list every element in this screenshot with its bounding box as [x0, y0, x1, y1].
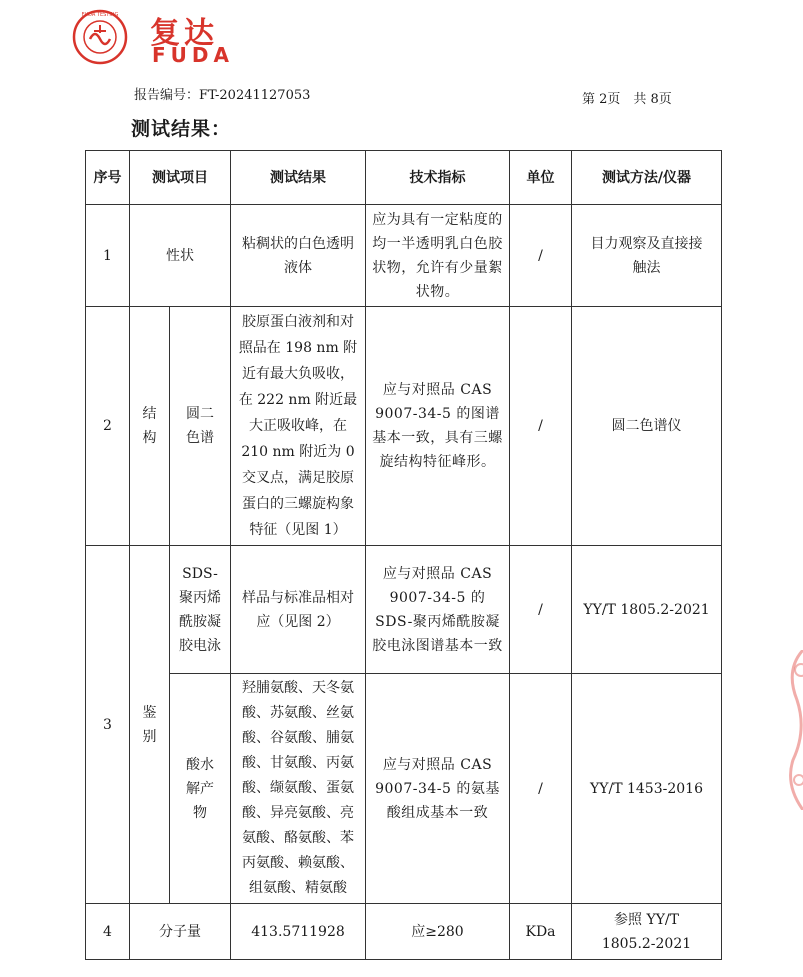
table-row — [86, 307, 722, 546]
report-number: 报告编号：FT-20241127053 — [134, 88, 311, 103]
table-row — [86, 205, 722, 307]
cell-spec: 应与对照品 CAS 9007-34-5 的 SDS-聚丙烯酰胺凝胶电泳图谱基本一致 — [366, 546, 510, 674]
cell-method: YY/T 1805.2-2021 — [572, 546, 722, 674]
cell-result: 粘稠状的白色透明液体 — [231, 205, 366, 307]
cell-spec: 应与对照品 CAS 9007-34-5 的氨基酸组成基本一致 — [366, 674, 510, 904]
cell-method: YY/T 1453-2016 — [572, 674, 722, 904]
cell-seq: 3 — [86, 546, 130, 904]
cell-spec: 应与对照品 CAS 9007-34-5 的图谱基本一致，具有三螺旋结构特征峰形。 — [366, 307, 510, 546]
header-seq: 序号 — [86, 151, 130, 205]
cell-category: 鉴别 — [130, 546, 170, 904]
brand-name-cn: 复达 — [150, 16, 218, 51]
cell-item: 圆二色谱 — [170, 307, 231, 546]
cell-item: SDS-聚丙烯酰胺凝胶电泳 — [170, 546, 231, 674]
svg-text:FUDA TESTING: FUDA TESTING — [81, 12, 119, 18]
cell-unit: / — [510, 307, 572, 546]
cell-item: 酸水解产物 — [170, 674, 231, 904]
cell-unit: / — [510, 546, 572, 674]
cell-result: 413.5711928 — [231, 904, 366, 960]
header-result: 测试结果 — [231, 151, 366, 205]
table-header-row — [86, 151, 722, 205]
brand-name-en: FUDA — [152, 43, 234, 67]
cell-result: 胶原蛋白液剂和对照品在 198 nm 附近有最大负吸收，在 222 nm 附近最大正吸收峰，在 210 nm 附近为 0 交叉点，满足胶原蛋白的三螺旋构象特征（见图 1） — [231, 307, 366, 546]
company-seal-logo — [72, 9, 138, 65]
section-title: 测试结果： — [131, 118, 232, 140]
cell-item: 性状 — [130, 205, 231, 307]
table-row — [86, 904, 722, 960]
cell-method: 目力观察及直接接触法 — [572, 205, 722, 307]
cell-unit: KDa — [510, 904, 572, 960]
header-unit: 单位 — [510, 151, 572, 205]
cell-result: 样品与标准品相对应（见图 2） — [231, 546, 366, 674]
header-spec: 技术指标 — [366, 151, 510, 205]
cell-spec: 应≥280 — [366, 904, 510, 960]
cell-result: 羟脯氨酸、天冬氨酸、苏氨酸、丝氨酸、谷氨酸、脯氨酸、甘氨酸、丙氨酸、缬氨酸、蛋氨酸、异亮氨酸、亮氨酸、酪氨酸、苯丙氨酸、赖氨酸、组氨酸、精氨酸 — [231, 674, 366, 904]
cell-unit: / — [510, 205, 572, 307]
cell-seq: 1 — [86, 205, 130, 307]
page-indicator: 第 2页 共 8页 — [582, 92, 672, 107]
header-item: 测试项目 — [130, 151, 231, 205]
table-row — [86, 546, 722, 674]
cell-category: 结构 — [130, 307, 170, 546]
cell-method: 圆二色谱仪 — [572, 307, 722, 546]
cell-unit: / — [510, 674, 572, 904]
edge-stamp-mark — [783, 650, 803, 810]
table-row — [86, 674, 722, 904]
cell-spec: 应为具有一定粘度的均一半透明乳白色胶状物，允许有少量絮状物。 — [366, 205, 510, 307]
header-method: 测试方法/仪器 — [572, 151, 722, 205]
cell-method: 参照 YY/T 1805.2-2021 — [572, 904, 722, 960]
cell-seq: 4 — [86, 904, 130, 960]
cell-item: 分子量 — [130, 904, 231, 960]
cell-seq: 2 — [86, 307, 130, 546]
results-table — [85, 150, 722, 960]
